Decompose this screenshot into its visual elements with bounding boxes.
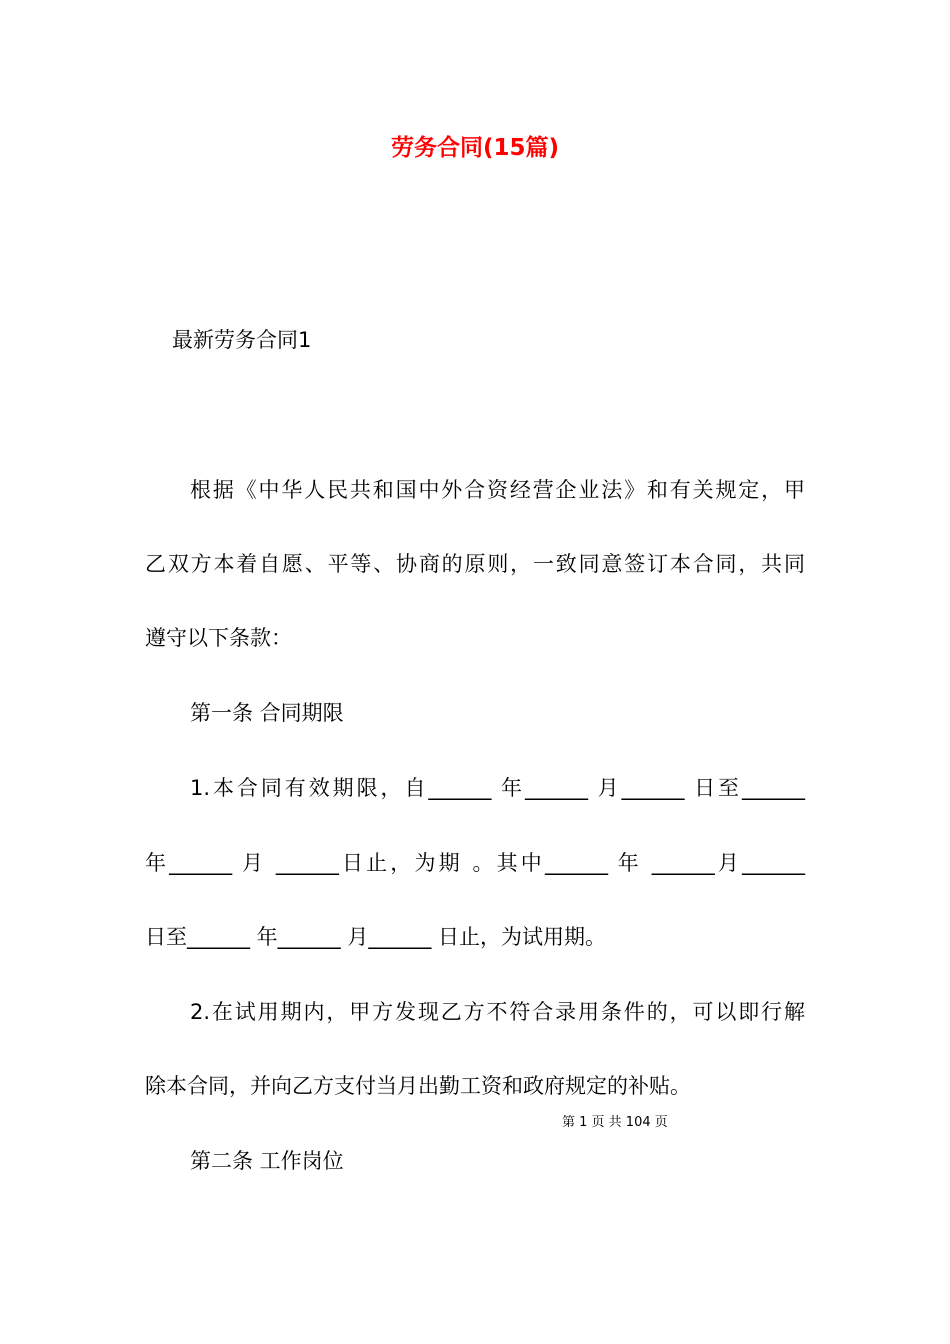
clause2-line2: 除本合同，并向乙方支付当月出勤工资和政府规定的补贴。	[145, 1074, 691, 1098]
clause1-line2: 年______ 月 ______日止，为期 。其中______ 年 ______月______	[145, 851, 805, 875]
article2-title: 第二条 工作岗位	[190, 1149, 344, 1173]
document-title: 劳务合同(15篇)	[390, 135, 560, 161]
page-footer: 第 1 页 共 104 页	[562, 1115, 668, 1130]
paragraph1-line2: 乙双方本着自愿、平等、协商的原则，一致同意签订本合同，共同	[145, 552, 805, 576]
clause2-line1: 2.在试用期内，甲方发现乙方不符合录用条件的，可以即行解	[190, 1000, 805, 1024]
article1-title: 第一条 合同期限	[190, 701, 344, 725]
clause1-line1: 1.本合同有效期限，自______ 年______ 月______ 日至______	[190, 776, 805, 800]
section-heading: 最新劳务合同1	[172, 328, 312, 352]
paragraph1-line3: 遵守以下条款：	[145, 626, 292, 650]
paragraph1-line1: 根据《中华人民共和国中外合资经营企业法》和有关规定，甲	[190, 478, 805, 502]
clause1-line3: 日至______ 年______ 月______ 日止，为试用期。	[145, 925, 607, 949]
